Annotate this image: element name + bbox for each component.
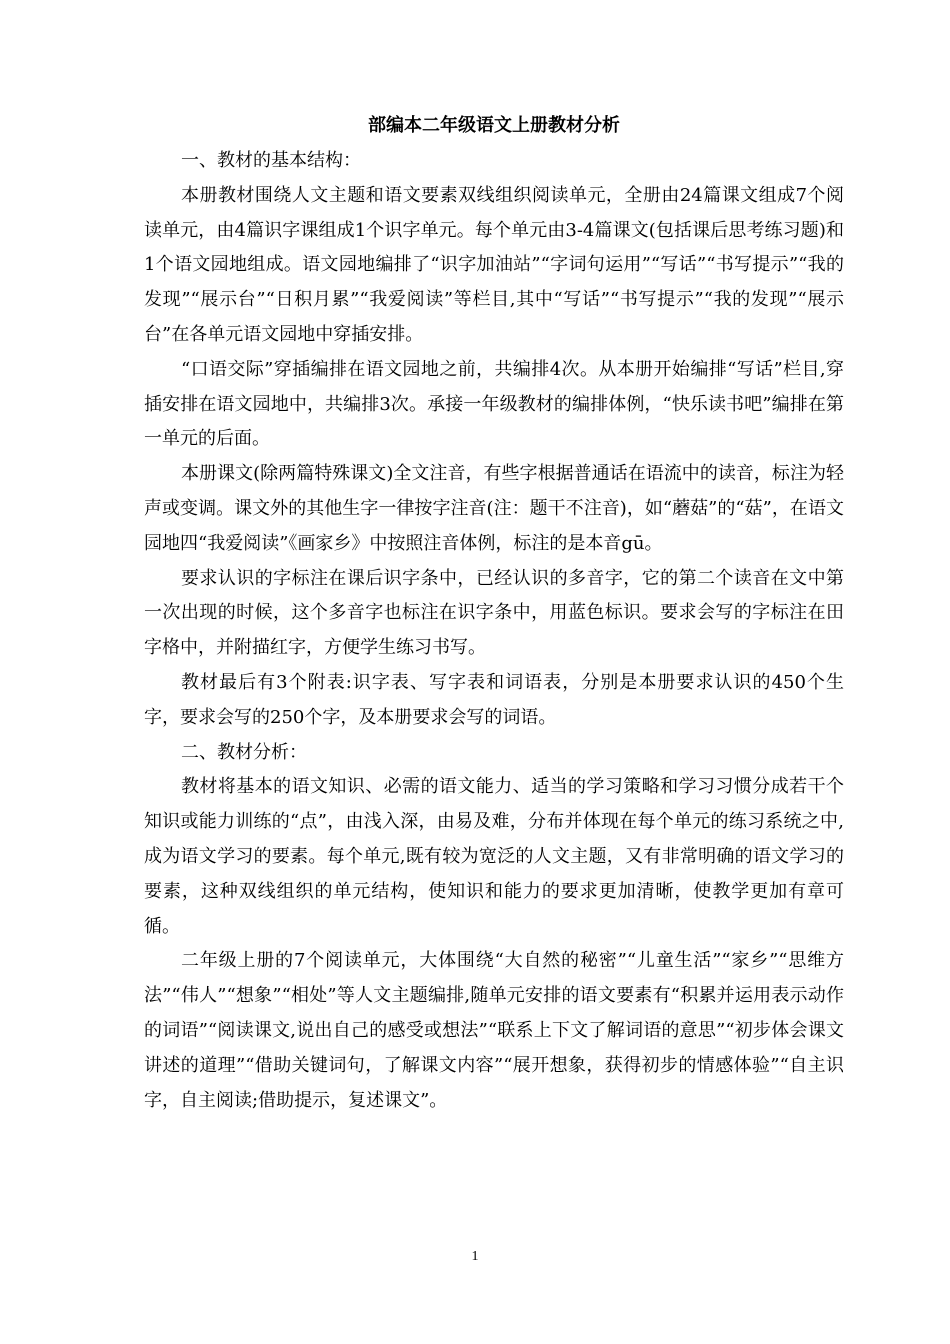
section-analysis bbox=[144, 736, 844, 1119]
section-structure bbox=[144, 144, 844, 736]
paragraph: “口语交际”穿插编排在语文园地之前，共编排4次。从本册开始编排“写话”栏目,穿插安排在语文园地中，共编排3次。承接一年级教材的编排体例，“快乐读书吧”编排在第一单元的后面。 bbox=[144, 358, 844, 450]
section-heading: 二、教材分析： bbox=[181, 741, 307, 763]
paragraph: 二年级上册的7个阅读单元，大体围绕“大自然的秘密”“儿童生活”“家乡”“思维方法”“伟人”“想象”“相处”等人文主题编排,随单元安排的语文要素有“积累并运用表示动作的词语”“阅读课文,说出自己的感受或想法”“联系上下文了解词语的意思”“初步体会课文讲述的道理”“借助关键词句，了解课文内容”“展开想象，获得初步的情感体验”“自主识字，自主阅读;借助提示，复述课文”。 bbox=[144, 950, 844, 1111]
paragraph: 要求认识的字标注在课后识字条中，已经认识的多音字，它的第二个读音在文中第一次出现的时候，这个多音字也标注在识字条中，用蓝色标识。要求会写的字标注在田字格中，并附描红字，方便学生练习书写。 bbox=[144, 567, 844, 659]
paragraph: 教材将基本的语文知识、必需的语文能力、适当的学习策略和学习习惯分成若干个知识或能力训练的“点”，由浅入深，由易及难，分布并体现在每个单元的练习系统之中,成为语文学习的要素。每个单元,既有较为宽泛的人文主题，又有非常明确的语文学习的要素，这种双线组织的单元结构，使知识和能力的要求更加清晰，使教学更加有章可循。 bbox=[144, 776, 844, 937]
document-page bbox=[144, 108, 844, 1118]
paragraph: 教材最后有3个附表:识字表、写字表和词语表，分别是本册要求认识的450个生字，要求会写的250个字，及本册要求会写的词语。 bbox=[144, 671, 844, 728]
page-number: 1 bbox=[471, 1249, 479, 1264]
paragraph: 本册课文(除两篇特殊课文)全文注音，有些字根据普通话在语流中的读音，标注为轻声或变调。课文外的其他生字一律按字注音(注：题干不注音)，如“蘑菇”的“菇”，在语文园地四“我爱阅读”《画家乡》中按照注音体例，标注的是本音gū。 bbox=[144, 463, 844, 554]
paragraph: 本册教材围绕人文主题和语文要素双线组织阅读单元，全册由24篇课文组成7个阅读单元，由4篇识字课组成1个识字单元。每个单元由3-4篇课文(包括课后思考练习题)和1个语文园地组成。语文园地编排了“识字加油站”“字词句运用”“写话”“书写提示”“我的发现”“展示台”“日积月累”“我爱阅读”等栏目,其中“写话”“书写提示”“我的发现”“展示台”在各单元语文园地中穿插安排。 bbox=[144, 184, 844, 345]
document-title: 部编本二年级语文上册教材分析 bbox=[368, 115, 620, 136]
section-heading: 一、教材的基本结构： bbox=[181, 150, 361, 171]
